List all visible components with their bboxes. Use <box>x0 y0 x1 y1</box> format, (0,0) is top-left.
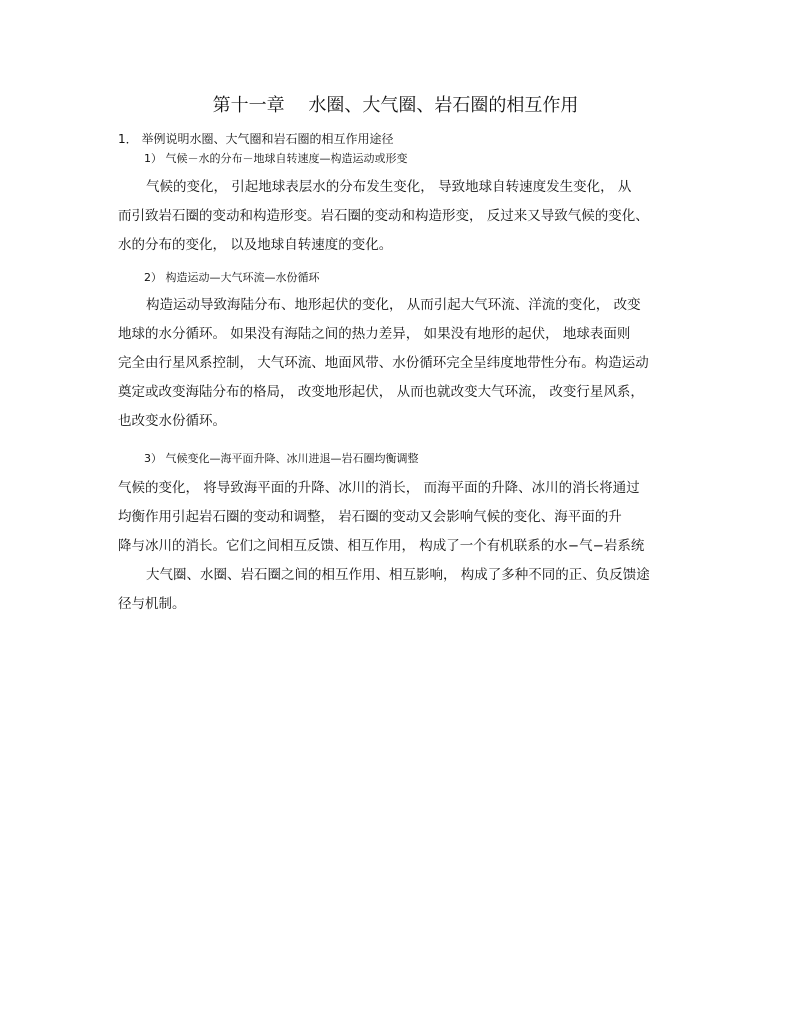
section-1-heading: 1） 气候－水的分布－地球自转速度—构造运动或形变 <box>144 152 408 165</box>
text-line: 而引致岩石圈的变动和构造形变。岩石圈的变动和构造形变， 反过来又导致气候的变化、 <box>118 208 649 224</box>
text-line: 完全由行星风系控制， 大气环流、地面风带、水份循环完全呈纬度地带性分布。构造运动 <box>118 355 649 371</box>
text-line: 气候的变化， 引起地球表层水的分布发生变化， 导致地球自转速度发生变化， 从 <box>146 179 632 195</box>
text-line: 也改变水份循环。 <box>118 413 226 429</box>
section-3-heading: 3） 气候变化—海平面升降、冰川进退—岩石圈均衡调整 <box>144 452 419 465</box>
text-line: 均衡作用引起岩石圈的变动和调整， 岩石圈的变动又会影响气候的变化、海平面的升 <box>118 509 622 525</box>
section-2-heading: 2） 构造运动—大气环流—水份循环 <box>144 271 320 284</box>
section-1-paragraph <box>118 173 678 260</box>
text-line: 奠定或改变海陆分布的格局， 改变地形起伏， 从而也就改变大气环流， 改变行星风系， <box>118 384 644 400</box>
text-line: 大气圈、水圈、岩石圈之间的相互作用、相互影响， 构成了多种不同的正、负反馈途 <box>146 567 650 583</box>
text-line: 气候的变化， 将导致海平面的升降、冰川的消长， 而海平面的升降、冰川的消长将通过 <box>118 480 640 496</box>
text-line: 构造运动导致海陆分布、地形起伏的变化， 从而引起大气环流、洋流的变化， 改变 <box>146 297 641 313</box>
chapter-title: 第十一章 水圈、大气圈、岩石圈的相互作用 <box>212 95 579 116</box>
text-line: 径与机制。 <box>118 596 186 612</box>
text-line: 降与冰川的消长。它们之间相互反馈、相互作用， 构成了一个有机联系的水−气−岩系统 <box>118 538 645 554</box>
section-2-paragraph <box>118 291 678 436</box>
section-3-paragraph <box>118 474 678 619</box>
text-line: 地球的水分循环。 如果没有海陆之间的热力差异， 如果没有地形的起伏， 地球表面则 <box>118 326 631 342</box>
text-line: 水的分布的变化， 以及地球自转速度的变化。 <box>118 237 393 253</box>
question-heading: 1． 举例说明水圈、大气圈和岩石圈的相互作用途径 <box>118 132 394 146</box>
